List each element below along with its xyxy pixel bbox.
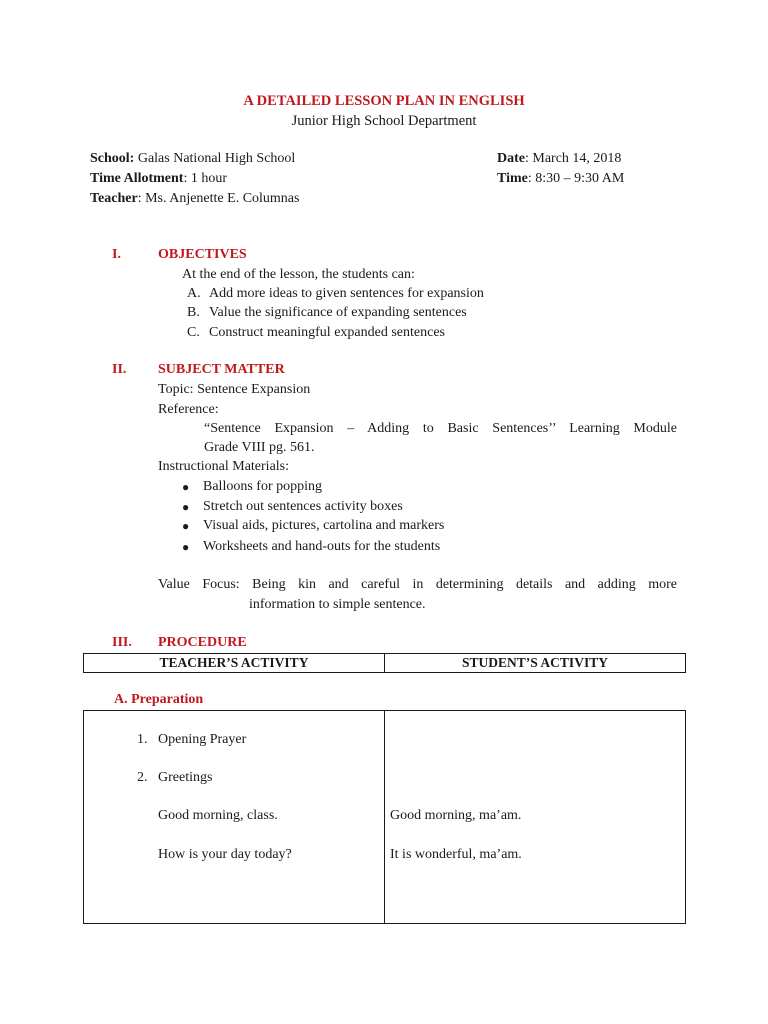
column-divider <box>384 711 385 923</box>
activity-header-table <box>83 653 686 673</box>
reference-line-2: Grade VIII pg. 561. <box>204 440 315 455</box>
teacher-dialogue: Good morning, class. <box>158 808 278 823</box>
subject-matter-numeral: II. <box>112 362 127 377</box>
time-value: : 8:30 – 9:30 AM <box>527 171 625 186</box>
time-allotment-value: : 1 hour <box>183 171 228 186</box>
teacher-line <box>90 190 299 208</box>
objective-text: Add more ideas to given sentences for expansion <box>209 286 484 301</box>
procedure-heading: PROCEDURE <box>158 635 247 650</box>
reference-line-1: “Sentence Expansion – Adding to Basic Sentences’’ Learning Module <box>204 421 677 436</box>
time-label: Time <box>497 171 528 186</box>
school-label: School: <box>90 151 135 166</box>
teacher-activity-header: TEACHER’S ACTIVITY <box>159 655 309 670</box>
bullet-icon: ● <box>182 540 190 554</box>
time-line <box>497 170 624 188</box>
value-focus-line-2: information to simple sentence. <box>249 597 426 612</box>
date-value: : March 14, 2018 <box>525 151 622 166</box>
topic-line: Topic: Sentence Expansion <box>158 382 311 397</box>
reference-label: Reference: <box>158 402 219 417</box>
value-focus-line-1: Value Focus: Being kin and careful in determining details and adding more <box>158 577 677 592</box>
time-allotment-label: Time Allotment <box>90 171 184 186</box>
step-text: Opening Prayer <box>158 732 247 747</box>
teacher-label: Teacher <box>90 191 138 206</box>
step-number: 1. <box>137 732 148 747</box>
objectives-intro: At the end of the lesson, the students can: <box>182 267 415 282</box>
procedure-numeral: III. <box>112 635 132 650</box>
step-text: Greetings <box>158 770 213 785</box>
teacher-dialogue: How is your day today? <box>158 847 292 862</box>
subject-matter-heading: SUBJECT MATTER <box>158 362 285 377</box>
time-allotment-line <box>90 170 227 188</box>
preparation-label: A. Preparation <box>114 692 204 707</box>
material-item: Visual aids, pictures, cartolina and markers <box>203 518 445 533</box>
document-subtitle: Junior High School Department <box>291 113 477 129</box>
document-title: A DETAILED LESSON PLAN IN ENGLISH <box>243 93 525 109</box>
material-item: Stretch out sentences activity boxes <box>203 499 403 514</box>
teacher-value: : Ms. Anjenette E. Columnas <box>137 191 300 206</box>
date-label: Date <box>497 151 525 166</box>
student-dialogue: It is wonderful, ma’am. <box>390 847 522 862</box>
school-line <box>90 150 295 168</box>
student-dialogue: Good morning, ma’am. <box>390 808 522 823</box>
objective-text: Value the significance of expanding sentences <box>209 305 467 320</box>
school-value: Galas National High School <box>134 151 296 166</box>
objective-letter: A. <box>187 286 201 301</box>
bullet-icon: ● <box>182 519 190 533</box>
objectives-heading: OBJECTIVES <box>158 247 247 262</box>
material-item: Balloons for popping <box>203 479 322 494</box>
bullet-icon: ● <box>182 480 190 494</box>
objective-letter: C. <box>187 325 200 340</box>
student-activity-header: STUDENT’S ACTIVITY <box>384 654 685 672</box>
bullet-icon: ● <box>182 500 190 514</box>
materials-label: Instructional Materials: <box>158 459 290 474</box>
objectives-numeral: I. <box>112 247 121 262</box>
objective-text: Construct meaningful expanded sentences <box>209 325 445 340</box>
date-line <box>497 150 621 168</box>
material-item: Worksheets and hand-outs for the students <box>203 539 441 554</box>
step-number: 2. <box>137 770 148 785</box>
objective-letter: B. <box>187 305 200 320</box>
